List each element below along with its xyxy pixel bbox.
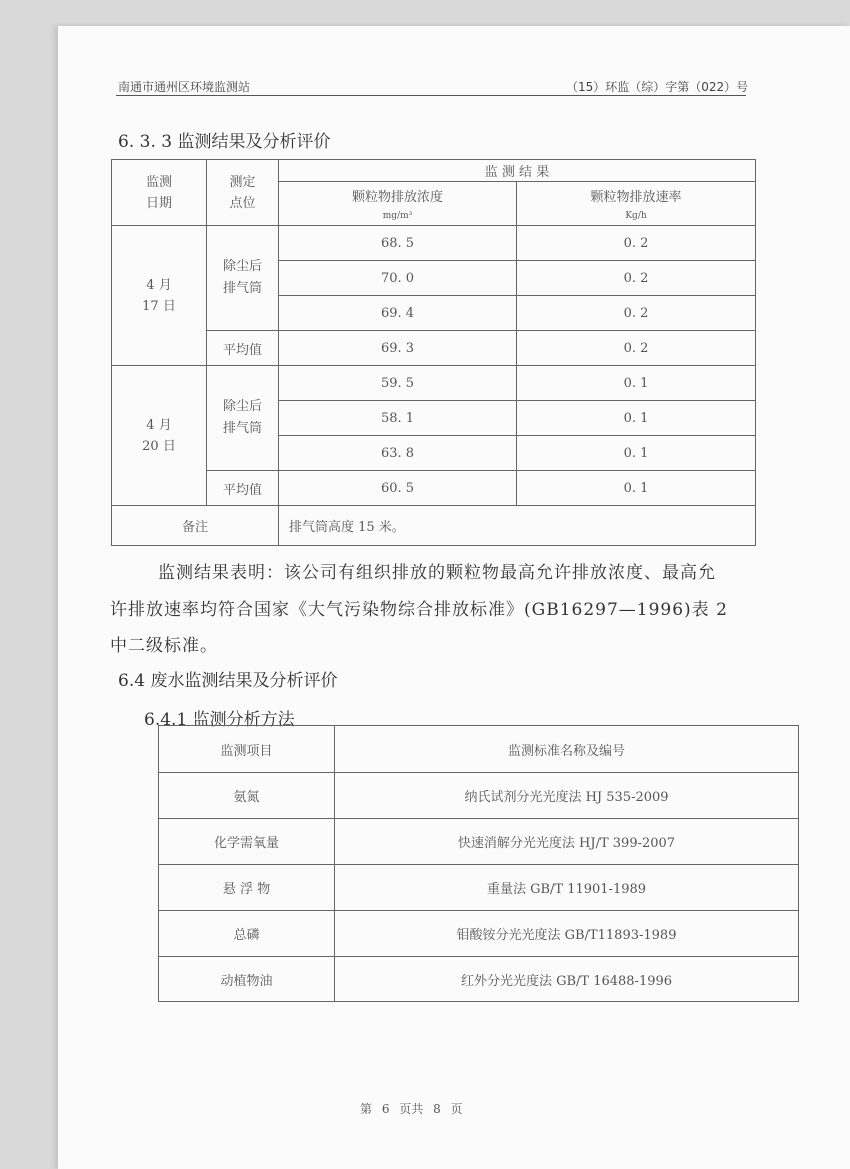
remark-label: 备注 <box>112 506 279 546</box>
table-row <box>159 773 799 819</box>
col-header-rate <box>517 182 756 226</box>
table-row <box>159 819 799 865</box>
average-rate: 0. 1 <box>517 471 756 506</box>
section-64-title: 6.4 废水监测结果及分析评价 <box>118 671 338 691</box>
results-table <box>111 159 756 546</box>
standard-cell: 钼酸铵分光光度法 GB/T11893-1989 <box>335 911 799 957</box>
point-cell: 除尘后 排气筒 <box>207 366 279 471</box>
table-row <box>112 366 756 401</box>
concentration-cell: 63. 8 <box>279 436 517 471</box>
item-cell: 动植物油 <box>159 957 335 1002</box>
header-organization: 南通市通州区环境监测站 <box>118 80 251 94</box>
concentration-label: 颗粒物排放浓度 <box>351 190 443 205</box>
average-label: 平均值 <box>207 331 279 366</box>
date-cell: 4 月 17 日 <box>112 226 207 366</box>
standard-cell: 快速消解分光光度法 HJ/T 399-2007 <box>335 819 799 865</box>
concentration-unit: mg/m³ <box>382 211 413 221</box>
col-header-point: 测定 点位 <box>207 160 279 226</box>
col-header-date: 监测 日期 <box>112 160 207 226</box>
concentration-cell: 68. 5 <box>279 226 517 261</box>
standard-cell: 红外分光光度法 GB/T 16488-1996 <box>335 957 799 1002</box>
item-cell: 化学需氧量 <box>159 819 335 865</box>
rate-unit: Kg/h <box>625 211 647 221</box>
point-cell: 除尘后 排气筒 <box>207 226 279 331</box>
concentration-cell: 69. 4 <box>279 296 517 331</box>
page-number: 第 6 页共 8 页 <box>360 1102 463 1116</box>
conclusion-line-2: 许排放速率均符合国家《大气污染物综合排放标准》(GB16297—1996)表 2 <box>110 600 728 620</box>
table-row-average <box>112 331 756 366</box>
average-rate: 0. 2 <box>517 331 756 366</box>
header-report-number: （15）环监（综）字第（022）号 <box>566 80 749 94</box>
concentration-cell: 70. 0 <box>279 261 517 296</box>
concentration-cell: 59. 5 <box>279 366 517 401</box>
remark-text: 排气筒高度 15 米。 <box>279 506 756 546</box>
methods-table <box>158 725 799 1002</box>
table-row-average <box>112 471 756 506</box>
date-cell: 4 月 20 日 <box>112 366 207 506</box>
table-row <box>112 226 756 261</box>
col-header-concentration <box>279 182 517 226</box>
table-row <box>159 865 799 911</box>
concentration-cell: 58. 1 <box>279 401 517 436</box>
rate-cell: 0. 2 <box>517 296 756 331</box>
item-cell: 总磷 <box>159 911 335 957</box>
section-641-title: 6.4.1 监测分析方法 <box>144 710 295 730</box>
col-header-standard: 监测标准名称及编号 <box>335 726 799 773</box>
rate-cell: 0. 1 <box>517 401 756 436</box>
col-header-result: 监 测 结 果 <box>279 160 756 182</box>
rate-cell: 0. 2 <box>517 261 756 296</box>
standard-cell: 纳氏试剂分光光度法 HJ 535-2009 <box>335 773 799 819</box>
rate-label: 颗粒物排放速率 <box>590 190 682 205</box>
section-633-title: 6. 3. 3 监测结果及分析评价 <box>118 132 331 152</box>
standard-cell: 重量法 GB/T 11901-1989 <box>335 865 799 911</box>
col-header-item: 监测项目 <box>159 726 335 773</box>
average-concentration: 60. 5 <box>279 471 517 506</box>
rate-cell: 0. 2 <box>517 226 756 261</box>
average-label: 平均值 <box>207 471 279 506</box>
table-row <box>159 957 799 1002</box>
table-row-remark <box>112 506 756 546</box>
header-rule <box>116 95 746 96</box>
rate-cell: 0. 1 <box>517 366 756 401</box>
table-row <box>159 911 799 957</box>
item-cell: 悬 浮 物 <box>159 865 335 911</box>
average-concentration: 69. 3 <box>279 331 517 366</box>
conclusion-line-3: 中二级标准。 <box>110 636 218 656</box>
conclusion-line-1: 监测结果表明：该公司有组织排放的颗粒物最高允许排放浓度、最高允 <box>158 563 716 583</box>
rate-cell: 0. 1 <box>517 436 756 471</box>
item-cell: 氨氮 <box>159 773 335 819</box>
